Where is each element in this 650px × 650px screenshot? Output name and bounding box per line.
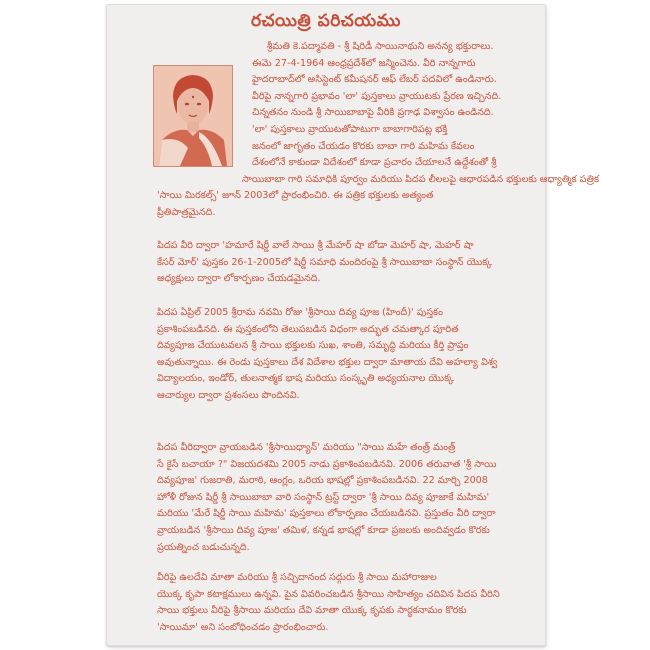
text-line bbox=[107, 222, 533, 239]
text-line: దేశంలోనే కాకుండా విదేశంలో కూడా ప్రచారం చేయాలనే ఉద్దేశంతో శ్రీ bbox=[252, 157, 497, 169]
text-line: కేసర్ మోర్' పుస్తకం 26-1-2005లో షిర్డీ సమాధి మందిరంపై శ్రీ సాయిబాబా సంస్థాన్ యొక్క bbox=[157, 256, 492, 268]
text-line: అధ్యక్షులు ద్వారా లోకార్పణం చేయడమైనది. bbox=[157, 273, 321, 285]
text-line: హోళీ రోజున షిర్డీ శ్రీ సాయిబాబా వారి సంస్థాన్ ట్రస్ట్ ద్వారా 'శ్రీ సాయి దివ్య పూజాకే మహిమ' bbox=[157, 491, 490, 503]
text-line: 'సాయి మిరకల్స్' జూన్ 2003లో ప్రారంభించిరి. ఈ పత్రిక భక్తులకు అత్యంత bbox=[157, 190, 434, 202]
text-line: సే కైసే బచాయా ?" విజయదశమి 2005 నాడు ప్రకాశింపబడినవి. 2006 తరువాత 'శ్రీ సాయి bbox=[157, 458, 497, 470]
text-line: మరియు 'మేరే షిర్డీ సాయి మహిమ' పుస్తకాలు లోకార్పణం చేయబడినవి. ప్రస్తుతం వీరి ద్వారా bbox=[157, 508, 496, 520]
text-line: వీరిపై నాన్నగారి ప్రభావం 'లా' పుస్తకాలు వ్రాయుటకు ప్రేరణ ఇచ్చినది. bbox=[252, 90, 502, 102]
text-line: పిదప వీరి ద్వారా 'హమారే షిర్డీ వాలే సాయి శ్రీ మేహర్ షా బోడా మెహర్ షా, మెహర్ షా bbox=[157, 240, 474, 252]
paragraph-block bbox=[107, 440, 533, 573]
text-line: ఆచార్యుల ద్వారా ప్రశంసలు పొందినవి. bbox=[157, 389, 300, 401]
page-title: రచయిత్రి పరిచయము bbox=[251, 11, 401, 31]
text-line: శ్రీమతి కె.పద్మావతి - శ్రీ షిరిడీ సాయినాథుని అనన్య భక్తురాలు. bbox=[267, 41, 494, 52]
text-line: సాయి భక్తులు వీరిపై శ్రీసాయి మరియు దేవి మాతా యొక్క కృపకు సార్థకనామం కొరకు bbox=[157, 605, 467, 617]
text-line: వ్రాయబడిన 'శ్రీసాయి దివ్య పూజ' తమిళ, కన్నడ భాషల్లో కూడా ప్రజలకు అందివ్వడం కొరకు bbox=[157, 524, 490, 536]
paragraph-block bbox=[107, 39, 600, 305]
text-line: హైదరాబాద్‌లో అసిస్టెంట్ కమీషనర్ ఆఫ్ లేబర్ పదవిలో ఉండినారు. bbox=[252, 74, 497, 86]
text-line: యొక్క కృపా కటాక్షములు ఉన్నవి. పైన వివరించబడిన శ్రీసాయి సాహిత్యం చదివిన పిదప వీరిని bbox=[157, 588, 500, 600]
text-line: ప్రకాశింపబడినది. ఈ పుస్తకంలోని తెలుపబడిన విధంగా అద్భుత చమత్కార పూరిత bbox=[157, 323, 459, 335]
text-line bbox=[107, 421, 533, 438]
text-line: దివ్యపూజ చేయుటవలన శ్రీ సాయి భక్తులకు సుఖ, శాంతి, సమృద్ధి మరియు కీర్తి ప్రాప్తం bbox=[157, 340, 469, 352]
paragraph-block bbox=[107, 305, 533, 438]
text-line: వీరిపై ఉలదేవి మాతా మరియు శ్రీ సచ్చిదానంద సద్గురు శ్రీ సాయి మహారాజుల bbox=[157, 572, 437, 583]
text-line: ప్రయత్నించ బడుచున్నది. bbox=[157, 541, 250, 553]
text-line: చిన్నతనం నుండి శ్రీ సాయిబాబాపై వీరికి ప్రగాఢ విశ్వాసం ఉండినది. bbox=[252, 107, 494, 119]
text-line bbox=[107, 288, 533, 305]
text-line: పిదప వీరిద్వారా వ్రాయబడిన 'శ్రీసాయిధ్యాన్' మరియు "సాయి మహే తంత్ర్ మంత్ర్ bbox=[157, 442, 456, 453]
text-line: ఈమె 27-4-1964 ఆంధ్రప్రదేశ్‌లో జన్మించెను. వీరి నాన్నగారు bbox=[252, 57, 476, 69]
text-line: జనంలో జాగృతం చేయడం కొరకు బాబా గారి మహిమ కేవలం bbox=[252, 140, 475, 152]
text-line: అవుతున్నాయి. ఈ రెండు పుస్తకాలు దేశ విదేశాల భక్తుల ద్వారా మాతాయ దేవి అహల్యా విశ్వ bbox=[157, 356, 498, 368]
text-line: విద్యాలయం, ఇండోర్, తులనాత్మక భాష మరియు సంస్కృతి అధ్యయనాల యొక్క bbox=[157, 373, 454, 385]
text-line bbox=[107, 405, 533, 422]
text-line: 'లా' పుస్తకాలు వ్రాయుటతోపాటుగా బాబాగారిపట్ల భక్తి bbox=[252, 123, 448, 135]
text-line: ప్రీతిపాత్రమైనది. bbox=[157, 206, 216, 218]
text-line: సాయిబాబా గారి సమాధికి పూర్వం మరియు పిదప లీలలపై ఆధారపడిన భక్తులకు ఆధ్యాత్మిక పత్రిక bbox=[242, 173, 600, 185]
text-line: పిదప ఏప్రిల్ 2005 శ్రీరామ నవమి రోజు 'శ్రీసాయి దివ్య పూజ (హిందీ)' పుస్తకం bbox=[157, 307, 443, 318]
document-page bbox=[106, 4, 600, 646]
text-line: దివ్యపూజ' గుజరాతి, మరాఠి, ఆంగ్లం, ఒరియ భాషల్లో ప్రకాశింపబడినవి. 22 మార్చి 2008 bbox=[157, 475, 488, 487]
paragraph-block bbox=[107, 570, 533, 636]
text-line: 'సాయిమా' అని సంబోధించడం ప్రారంభించారు. bbox=[157, 621, 329, 633]
